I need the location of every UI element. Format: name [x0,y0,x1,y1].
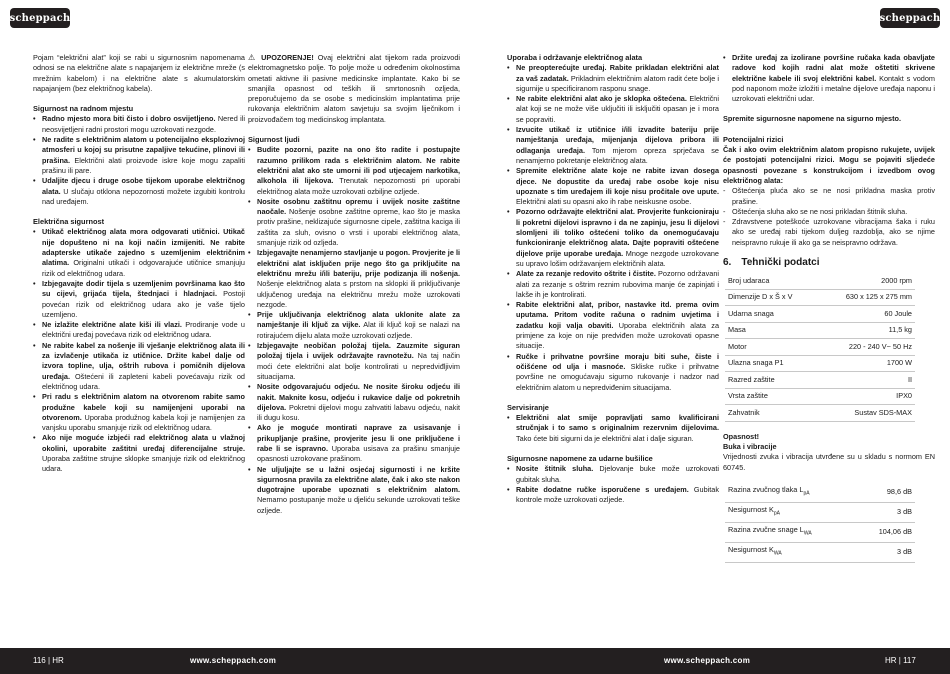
table-row: Razina zvučnog tlaka $L_{pA}$ 98,6 dB [725,483,915,502]
list-item: • Ne rabite električni alat ako je sklopka oštećena. Električni alat koji se ne može više uključiti ili isključiti opasan je i mora se popraviti. [507,94,719,125]
table-row: Masa 11,5 kg [725,322,915,338]
table-row: Zahvatnik Sustav SDS-MAX [725,405,915,421]
section-number: 6. [723,257,732,269]
list-item: • Pri radu s električnim alatom na otvorenom rabite samo produžne kabele koji su namijenjeni uporabi na otvorenom. Uporaba produžnog kabela koji je namijenjen za vanjsku uporabu smanjuje rizik od električnog udara. [33,392,245,433]
residual-risks-list [723,186,935,248]
hammer-safety-list [507,464,719,505]
list-item: - Zdravstvene poteškoće uzrokovane vibracijama šaka i ruku ako se uređaj rabi tijekom duljeg razdoblja, ako se njime neispravno rukuje ili ako ga se neispravno održava. [723,217,935,248]
heading-personal-safety: Sigurnost ljudi [248,135,300,145]
column-2 [248,53,460,516]
list-item: • Ne preopterećujte uređaj. Rabite prikladan električni alat za vaš zadatak. Prikladnim električnim alatom radit ćete bolje i sigurnije u specificiranom rasponu snage. [507,63,719,94]
technical-data-table [725,273,915,421]
noise-table [725,483,915,563]
list-item: • Utikač električnog alata mora odgovarati utičnici. Utikač nije dopušteno ni na koji način izmijeniti. Ne rabite adapterske utikače zajedno s uzemljenim električnim alatima. Originalni utikači i odgovarajuće utičnice smanjuju rizik od električnog udara. [33,227,245,278]
list-item: • Ne rabite kabel za nošenje ili vješanje električnog alata ili za izvlačenje utikača iz utičnice. Držite kabel dalje od izvora topline, ulja, oštrih rubova i pomičnih dijelova uređaja. Oštećeni ili zapleteni kabeli povećavaju rizik od električnog udara. [33,341,245,392]
page-number-left: 116 | HR [33,656,64,665]
brand-logo-text: scheppach [879,12,941,24]
column-1 [33,53,245,475]
list-item: • Izbjegavajte nenamjerno stavljanje u pogon. Provjerite je li električni alat isključen prije nego što ga priključite na električnu mrežu i/ili bateriju, prije podizanja ili nošenja. Nošenje električnog alata s prstom na sklopki ili priključivanje uključenog uređaja na električnu mrežu može uzrokovati nezgode. [248,248,460,310]
list-item: • Rabite električni alat, pribor, nastavke itd. prema ovim uputama. Pritom vodite računa o radnim uvjetima i zadatku koji valja obaviti. Uporaba električnih alata za primjene za koje on nije predviđen može uzrokovati opasne situacije. [507,300,719,351]
page-footer [0,648,950,674]
list-item: • Nosite štitnik sluha. Djelovanje buke može uzrokovati gubitak sluha. [507,464,719,485]
list-item: • Ne radite s električnim alatom u potencijalno eksplozivnoj atmosferi u kojoj su prisutne zapaljive tekućine, plinovi ili prašina. Električni alati proizvode iskre koje mogu zapaliti prašinu ili pare. [33,135,245,176]
heading-workplace-safety: Sigurnost na radnom mjestu [33,104,134,114]
list-item: • Izvucite utikač iz utičnice i/ili izvadite bateriju prije namještanja uređaja, mijenjanja dijelova pribora ili odlaganja uređaja. Tom mjerom opreza sprječava se nenamjerno pokretanje električnog alata. [507,125,719,166]
danger-label: Opasnost! [723,431,760,441]
list-item: • Električni alat smije popravljati samo kvalificirani stručnjak i to samo s originalnim rezervnim dijelovima. Tako ćete biti sigurni da je električni alat i dalje siguran. [507,413,719,444]
warning-triangle-icon: ⚠ [248,53,258,62]
list-item: • Nosite osobnu zaštitnu opremu i uvijek nosite zaštitne naočale. Nošenje osobne zaštitne opreme, kao što je maska protiv prašine, neklizajuće sigurnosne cipele, zaštitna kaciga ili zaštita za sluh, ovisno o vrsti i uporabi električnog alata, smanjuje rizik od ozljeda. [248,197,460,248]
list-item: • Radno mjesto mora biti čisto i dobro osvijetljeno. Nered ili neosvijetljeni radni prostori mogu uzrokovati nezgode. [33,114,245,135]
list-item: • Izbjegavajte dodir tijela s uzemljenim površinama kao što su cijevi, grijaća tijela, štednjaci i hladnjaci. Postoji povećan rizik od električnog udara ako je vaše tijelo uzemljeno. [33,279,245,320]
table-row: Broj udaraca 2000 rpm [725,273,915,289]
list-item: • Ako nije moguće izbjeći rad električnog alata u vlažnoj okolini, uporabite zaštitni uređaj diferencijalne struje. Uporaba zaštitne strujne sklopke smanjuje rizik od električnog udara. [33,433,245,474]
table-row: Nesigurnost $K_{pA}$ 3 dB [725,502,915,522]
warning-label: UPOZORENJE! [261,53,314,62]
brand-logo-left [10,8,70,28]
heading-electrical-safety: Električna sigurnost [33,217,105,227]
grip-list [723,53,935,104]
list-item: • Držite uređaj za izolirane površine ručaka kada obavljate radove kod kojih radni alat može oštetiti skrivene električne kabele ili svoj električni kabel. Kontakt s vodom pod naponom može izložiti i metalne dijelove uređaja naponu i uzrokovati električni udar. [723,53,935,104]
residual-intro: Čak i ako ovim električnim alatom propisno rukujete, uvijek će postojati potencijalni rizici. Mogu se pojaviti sljedeće opasnosti povezane s konstrukcijom i izvedbom ovog električnog alata: [723,145,935,185]
list-item: • Spremite električne alate koje ne rabite izvan dosega djece. Ne dopustite da uređaj rabe osobe koje nisu upoznate s tim uređajem ili koje nisu pročitale ove upute. Električni alati su opasni ako ih rabe neiskusne osobe. [507,166,719,207]
list-item: • Ne uljuljajte se u lažni osjećaj sigurnosti i ne kršite sigurnosna pravila za električne alate, čak i ako ste nakon dugotrajne uporabe upoznati s električnim alatom. Nemarno postupanje može u djeliću sekunde uzrokovati teške ozljede. [248,465,460,516]
brand-logo-text: scheppach [9,12,71,24]
personal-safety-list [248,145,460,516]
noise-note: Vrijednosti zvuka i vibracija utvrđene su u skladu s normom EN 60745. [723,452,935,472]
list-item: • Nosite odgovarajuću odjeću. Ne nosite široku odjeću ili nakit. Maknite kosu, odjeću i rukavice dalje od pokretnih dijelova. Pokretni dijelovi mogu zahvatiti labavu odjeću, nakit ili dugu kosu. [248,382,460,423]
list-item: - Oštećenja sluha ako se ne nosi prikladan štitnik sluha. [723,207,935,217]
heading-service: Servisiranje [507,402,549,412]
list-item: • Rabite dodatne ručke isporučene s uređajem. Gubitak kontrole može uzrokovati ozljede. [507,485,719,506]
warning-paragraph [248,53,460,125]
heading-residual-risks: Potencijalni rizici [723,134,784,144]
electrical-safety-list [33,227,245,474]
warning-text: Ovaj električni alat tijekom rada proizvodi elektromagnetsko polje. To polje može u određenim okolnostima ometati aktivne ili pasivne medicinske implantate. Kako bi se smanjila opasnost od teških ili smrtonosnih ozljeda, preporučujemo da se osobe s medicinskim implantatima prije rukovanja električnim alatom savjetuju sa svojim liječnikom i proizvođačem tog medicinskog implantata. [248,53,461,124]
workplace-safety-list [33,114,245,207]
keep-instructions: Spremite sigurnosne napomene na sigurno mjesto. [723,114,901,124]
section-technical-data [723,258,935,268]
heading-hammer-safety: Sigurnosne napomene za udarne bušilice [507,453,653,463]
section-title: Tehnički podatci [741,257,820,269]
list-item: • Pozorno održavajte električni alat. Provjerite funkcioniraju li pokretni dijelovi ispravno i da ne zapinju, jesu li dijelovi slomljeni ili toliko oštećeni toliko da onemogućavaju funkcioniranje električnog alata. Dajte popraviti oštećene dijelove prije uporabe uređaja. Mnoge nezgode uzrokovane su upravo lošim održavanjem električnih alata. [507,207,719,269]
list-item: • Ako je moguće montirati naprave za usisavanje i prikupljanje prašine, provjerite jesu li one priključene i rabe li se ispravno. Uporaba usisava za prašinu smanjuje opasnosti uzrokovane prašinom. [248,423,460,464]
tool-use-list [507,63,719,393]
table-row: Vrsta zaštite IPX0 [725,388,915,404]
table-row: Dimenzije D x Š x V 630 x 125 x 275 mm [725,289,915,305]
list-item: • Alate za rezanje redovito oštrite i čistite. Pozorno održavani alati za rezanje s oštrim reznim rubovima manje će zapinjati i lakše ih je kontrolirati. [507,269,719,300]
heading-tool-use: Uporaba i održavanje električnog alata [507,53,643,62]
table-row: Udarna snaga 60 Joule [725,306,915,322]
page-number-right: HR | 117 [885,656,916,665]
noise-subheading: Buka i vibracije [723,442,777,451]
list-item: • Prije uključivanja električnog alata uklonite alate za namještanje ili ključ za vijke. Alat ili ključ koji se nalazi na rotirajućem dijelu alata može uzrokovati ozljede. [248,310,460,341]
service-list [507,413,719,444]
table-row: Razina zvučne snage $L_{WA}$ 104,06 dB [725,522,915,542]
intro-paragraph: Pojam “električni alat” koji se rabi u sigurnosnim napomenama odnosi se na električne alate s napajanjem iz električne mreže (s mrežnim kabelom) i na električne alate s akumulatorskim napajanjem (bez električnog kabela). [33,53,245,93]
list-item: • Budite pozorni, pazite na ono što radite i postupajte razumno prilikom rada s električnim alatom. Ne rabite električni alat ako ste umorni ili pod utjecajem narkotika, alkohola ili lijekova. Trenutak nepozornosti pri uporabi električnog alata može uzrokovati ozbiljne ozljede. [248,145,460,196]
brand-logo-right [880,8,940,28]
website-link-right[interactable]: www.scheppach.com [664,656,751,665]
table-row: Razred zaštite II [725,372,915,388]
table-row: Nesigurnost $K_{WA}$ 3 dB [725,542,915,562]
list-item: • Izbjegavajte neobičan položaj tijela. Zauzmite siguran položaj tijela i uvijek održavajte ravnotežu. Na taj način moći ćete električni alat bolje kontrolirati u nepredviđljivim situacijama. [248,341,460,382]
column-3 [507,53,719,505]
list-item: • Ne izlažite električne alate kiši ili vlazi. Prodiranje vode u električni uređaj povećava rizik od električnog udara. [33,320,245,341]
table-row: Ulazna snaga P1 1700 W [725,355,915,371]
column-4 [723,53,935,563]
list-item: • Udaljite djecu i druge osobe tijekom uporabe električnog alata. U slučaju otklona nepozornosti možete izgubiti kontrolu nad uređajem. [33,176,245,207]
list-item: - Oštećenja pluća ako se ne nosi prikladna maska protiv prašine. [723,186,935,207]
website-link-left[interactable]: www.scheppach.com [190,656,277,665]
table-row: Motor 220 - 240 V~ 50 Hz [725,339,915,355]
list-item: • Ručke i prihvatne površine moraju biti suhe, čiste i očišćene od ulja i masnoće. Skliske ručke i prihvatne površine ne omogućavaju sigurno rukovanje i nadzor nad električnim alatom u nepredviđenim situacijama. [507,352,719,393]
